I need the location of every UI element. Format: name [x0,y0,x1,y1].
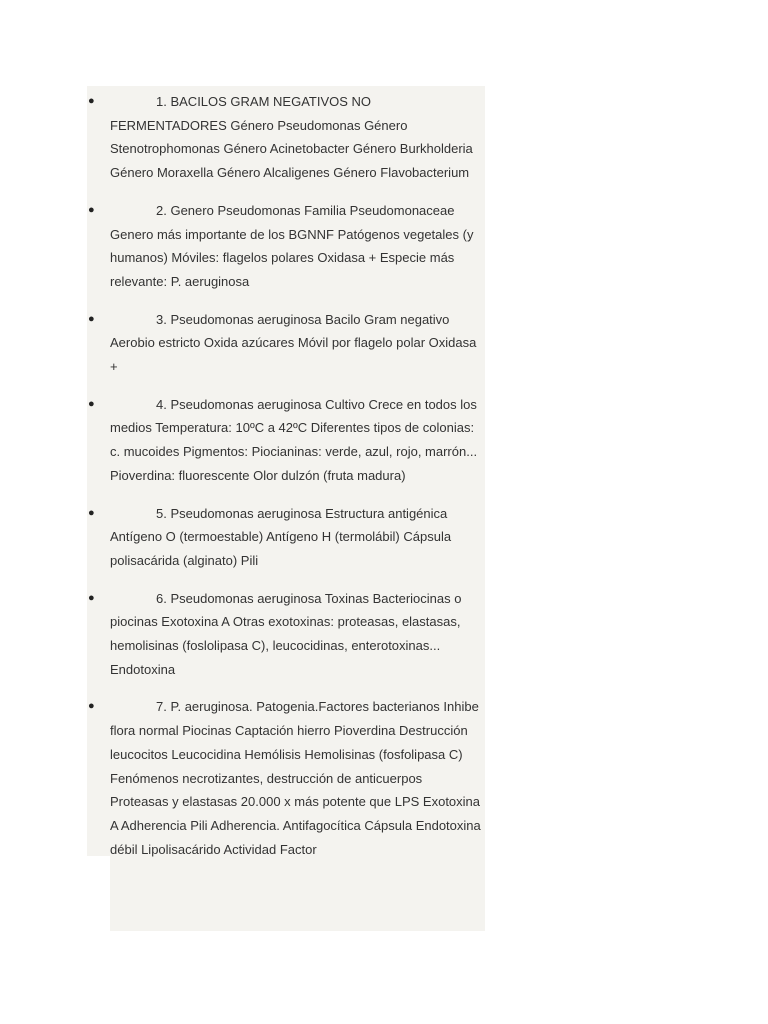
item-number: 4. [156,396,167,412]
item-number: 7. [156,699,167,715]
list-item [88,393,484,488]
bullet-icon: ● [88,95,95,107]
item-text: Pseudomonas aeruginosa Toxinas Bacteriocinas o piocinas Exotoxina A Otras exotoxinas: proteasas, elastasas, hemolisinas (foslolipasa C), leucocidinas, enterotoxinas... Endotoxina [110,590,462,677]
item-number: 6. [156,590,167,606]
item-text: P. aeruginosa. Patogenia.Factores bacterianos Inhibe flora normal Piocinas Captación hierro Pioverdina Destrucción leucocitos Leucocidina Hemólisis Hemolisinas (fosfolipasa C) Fenómenos necrotizantes, destrucción de anticuerpos Proteasas y elastasas 20.000 x más potente que LPS Exotoxina A Adherencia Pili Adherencia. Antifagocítica Cápsula Endotoxina débil Lipolisacárido Actividad Factor [110,699,481,857]
bullet-icon: ● [88,312,95,325]
item-number: 3. [156,311,167,327]
item-text: Pseudomonas aeruginosa Cultivo Crece en todos los medios Temperatura: 10ºC a 42ºC Diferentes tipos de colonias: c. mucoides Pigmentos: Piocianinas: verde, azul, rojo, marrón... Pioverdina: fluorescente Olor dulzón (fruta madura) [110,396,478,483]
item-text: Pseudomonas aeruginosa Bacilo Gram negativo Aerobio estricto Oxida azúcares Móvil por flagelo polar Oxidasa + [110,311,477,375]
bullet-icon: ● [88,203,95,216]
item-text: Genero Pseudomonas Familia Pseudomonaceae Genero más importante de los BGNNF Patógenos vegetales (y humanos) Móviles: flagelos polares Oxidasa + Especie más relevante: P. aeruginosa [110,202,474,289]
bullet-icon: ● [88,700,95,713]
list-item [88,502,484,573]
bullet-icon: ● [88,397,95,410]
item-text: Pseudomonas aeruginosa Estructura antigénica Antígeno O (termoestable) Antígeno H (termolábil) Cápsula polisacárida (alginato) Pili [110,505,452,568]
list-item [88,587,484,682]
bullet-icon: ● [88,591,95,604]
item-text: BACILOS GRAM NEGATIVOS NO FERMENTADORES Género Pseudomonas Género Stenotrophomonas Género Acinetobacter Género Burkholderia Género Moraxella Género Alcaligenes Género Flavobacterium [110,94,473,181]
slide-list [88,90,484,875]
item-number: 5. [156,505,167,521]
list-item [88,308,484,379]
list-item [88,90,484,185]
list-item [88,695,484,861]
panel-notch [87,856,110,936]
bullet-icon: ● [88,506,95,519]
item-number: 1. [156,94,167,109]
item-number: 2. [156,202,167,218]
list-item [88,199,484,294]
